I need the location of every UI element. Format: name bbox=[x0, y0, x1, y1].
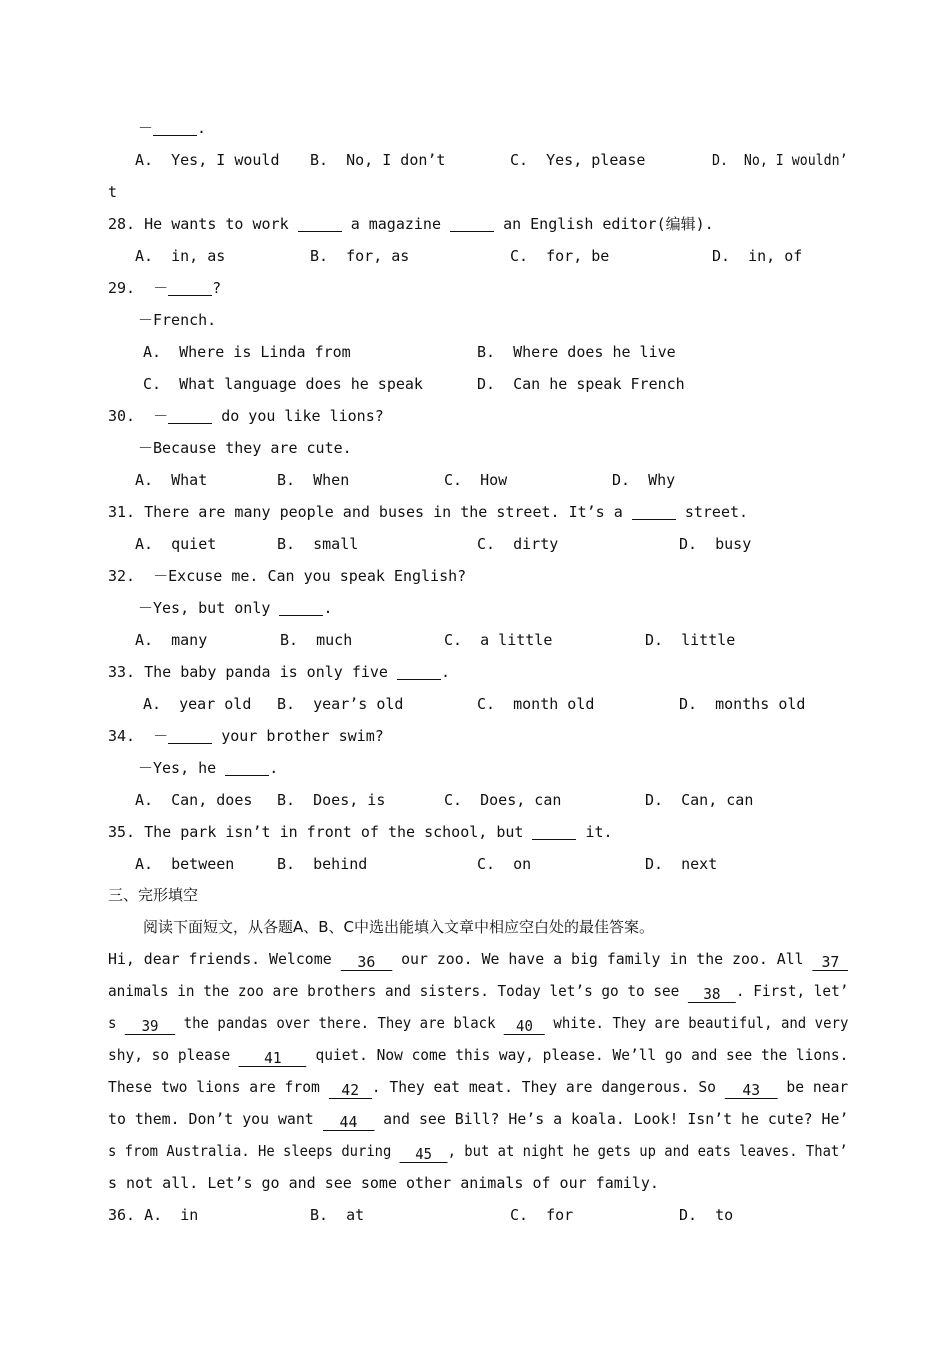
passage-line-6: to them. Don’t you want 44 and see Bill? He’s a koala. Look! Isn’t he cute? He’ bbox=[108, 1110, 849, 1131]
q34-option-c: C. Does, can bbox=[444, 791, 562, 809]
q32-option-c: C. a little bbox=[444, 631, 553, 649]
q30-stem: 30. － do you like lions? bbox=[108, 407, 384, 425]
cloze-blank-37[interactable]: 37 bbox=[813, 954, 849, 971]
q35-option-a: A. between bbox=[135, 855, 235, 873]
dash: － bbox=[138, 119, 154, 137]
q29-option-d: D. Can he speak French bbox=[477, 375, 685, 393]
q33-option-b: B. year’s old bbox=[277, 695, 404, 713]
q35-stem: 35. The park isn’t in front of the school, but it. bbox=[108, 823, 613, 841]
q28-option-a: A. in, as bbox=[135, 247, 226, 265]
q29-option-a: A. Where is Linda from bbox=[143, 343, 351, 361]
passage-line-5: These two lions are from 42 . They eat meat. They are dangerous. So 43 be near bbox=[108, 1078, 849, 1099]
cloze-blank-36[interactable]: 36 bbox=[341, 954, 393, 971]
passage-line-7: s from Australia. He sleeps during 45 , but at night he gets up and eats leaves. That’ bbox=[108, 1142, 848, 1163]
q34-option-b: B. Does, is bbox=[277, 791, 386, 809]
q27-answer-line: － . bbox=[138, 119, 207, 137]
q27-option-a: A. Yes, I would bbox=[135, 151, 280, 169]
q34-option-a: A. Can, does bbox=[135, 791, 253, 809]
q36-option-a: 36. A. in bbox=[108, 1206, 199, 1224]
q34-stem: 34. － your brother swim? bbox=[108, 727, 384, 745]
q32-option-b: B. much bbox=[280, 631, 353, 649]
answer-blank[interactable] bbox=[298, 215, 342, 232]
q33-option-a: A. year old bbox=[143, 695, 252, 713]
q27-option-c: C. Yes, please bbox=[510, 151, 646, 169]
q27-option-d: D. No, I wouldn’ bbox=[712, 151, 848, 169]
q36-option-c: C. for bbox=[510, 1206, 574, 1224]
q30-reply: －Because they are cute. bbox=[138, 439, 352, 457]
q28-option-c: C. for, be bbox=[510, 247, 610, 265]
q31-option-c: C. dirty bbox=[477, 535, 559, 553]
q36-option-b: B. at bbox=[310, 1206, 365, 1224]
q32-stem: 32. －Excuse me. Can you speak English? bbox=[108, 567, 467, 585]
q29-option-c: C. What language does he speak bbox=[143, 375, 423, 393]
cloze-blank-44[interactable]: 44 bbox=[323, 1114, 375, 1131]
q31-option-a: A. quiet bbox=[135, 535, 217, 553]
q33-option-c: C. month old bbox=[477, 695, 595, 713]
q35-option-c: C. on bbox=[477, 855, 532, 873]
cloze-blank-43[interactable]: 43 bbox=[725, 1082, 778, 1099]
q28-stem: 28. He wants to work a magazine an English editor(编辑). bbox=[108, 215, 714, 233]
q28-option-b: B. for, as bbox=[310, 247, 410, 265]
q27-option-d-wrap: t bbox=[108, 183, 118, 201]
cloze-blank-40[interactable]: 40 bbox=[504, 1018, 545, 1035]
answer-blank[interactable] bbox=[153, 119, 197, 136]
answer-blank[interactable] bbox=[632, 503, 676, 520]
q34-option-d: D. Can, can bbox=[645, 791, 754, 809]
q29-stem: 29. － ? bbox=[108, 279, 222, 297]
answer-blank[interactable] bbox=[532, 823, 576, 840]
cloze-blank-42[interactable]: 42 bbox=[329, 1082, 372, 1099]
answer-blank[interactable] bbox=[279, 599, 323, 616]
answer-blank[interactable] bbox=[225, 759, 269, 776]
q31-option-d: D. busy bbox=[679, 535, 752, 553]
q27-option-b: B. No, I don’t bbox=[310, 151, 446, 169]
answer-blank[interactable] bbox=[450, 215, 494, 232]
cloze-blank-39[interactable]: 39 bbox=[125, 1018, 175, 1035]
q28-option-d: D. in, of bbox=[712, 247, 803, 265]
passage-line-4: shy, so please 41 quiet. Now come this way, please. We’ll go and see the lions. bbox=[108, 1046, 849, 1067]
cloze-blank-41[interactable]: 41 bbox=[239, 1050, 307, 1067]
q29-option-b: B. Where does he live bbox=[477, 343, 676, 361]
q32-reply: －Yes, but only . bbox=[138, 599, 333, 617]
q35-option-b: B. behind bbox=[277, 855, 368, 873]
q32-option-d: D. little bbox=[645, 631, 736, 649]
q30-option-c: C. How bbox=[444, 471, 508, 489]
passage-line-2: animals in the zoo are brothers and sisters. Today let’s go to see 38 . First, let’ bbox=[108, 982, 849, 1003]
passage-line-3: s 39 the pandas over there. They are black 40 white. They are beautiful, and very bbox=[108, 1014, 849, 1035]
cloze-blank-38[interactable]: 38 bbox=[688, 986, 736, 1003]
q32-option-a: A. many bbox=[135, 631, 208, 649]
answer-blank[interactable] bbox=[397, 663, 441, 680]
section-title: 三、完形填空 bbox=[108, 886, 199, 904]
q31-option-b: B. small bbox=[277, 535, 359, 553]
section-instruction: 阅读下面短文，从各题A、B、C中选出能填入文章中相应空白处的最佳答案。 bbox=[143, 918, 655, 936]
q30-option-d: D. Why bbox=[612, 471, 676, 489]
answer-blank[interactable] bbox=[168, 279, 212, 296]
cloze-blank-45[interactable]: 45 bbox=[400, 1146, 448, 1163]
q36-option-d: D. to bbox=[679, 1206, 734, 1224]
q31-stem: 31. There are many people and buses in the street. It’s a street. bbox=[108, 503, 749, 521]
q30-option-b: B. When bbox=[277, 471, 350, 489]
q29-reply: －French. bbox=[138, 311, 217, 329]
answer-blank[interactable] bbox=[168, 407, 212, 424]
q35-option-d: D. next bbox=[645, 855, 718, 873]
q33-option-d: D. months old bbox=[679, 695, 806, 713]
passage-line-1: Hi, dear friends. Welcome 36 our zoo. We have a big family in the zoo. All 37 bbox=[108, 949, 841, 971]
q30-option-a: A. What bbox=[135, 471, 208, 489]
q34-reply: －Yes, he . bbox=[138, 759, 279, 777]
passage-line-8: s not all. Let’s go and see some other animals of our family. bbox=[108, 1174, 659, 1192]
q33-stem: 33. The baby panda is only five . bbox=[108, 663, 451, 681]
answer-blank[interactable] bbox=[168, 727, 212, 744]
